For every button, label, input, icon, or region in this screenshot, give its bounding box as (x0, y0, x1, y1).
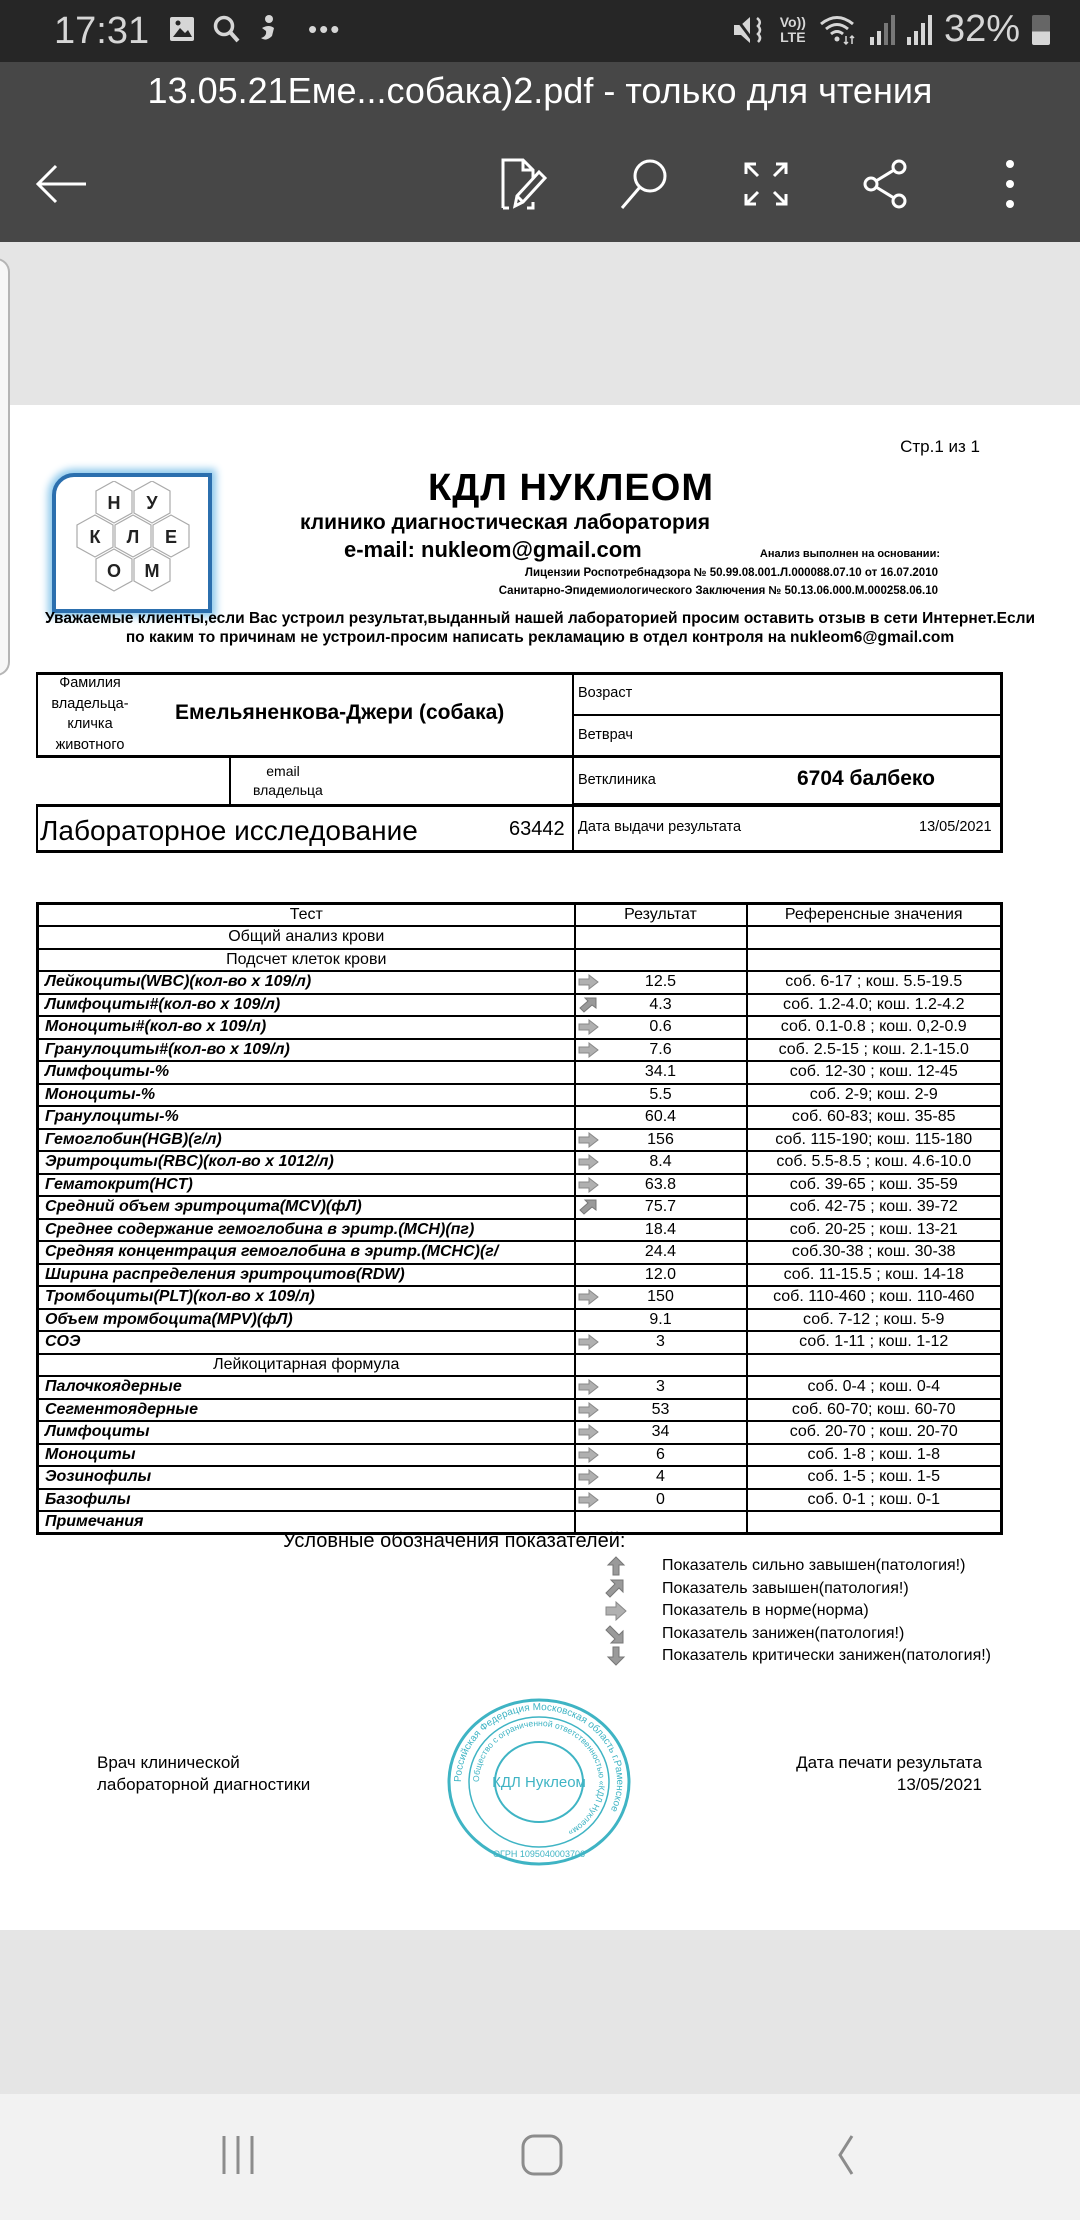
table-row (38, 1039, 1002, 1062)
study-label: Лабораторное исследование (40, 815, 418, 846)
arrow-up-right-icon (578, 1199, 600, 1215)
svg-text:Н: Н (107, 493, 121, 513)
result-cell (575, 1309, 747, 1332)
result-cell (575, 1421, 747, 1444)
status-bar (0, 0, 1080, 62)
section-title: Лейкоцитарная формула (38, 1354, 575, 1377)
legend-item: Показатель завышен(патология!) (604, 1578, 991, 1601)
legend-item: Показатель в норме(норма) (604, 1600, 991, 1623)
test-name: Гематокрит(HCT) (38, 1174, 575, 1197)
reference-range: соб. 1-11 ; кош. 1-12 (747, 1331, 1002, 1354)
reference-range: соб.30-38 ; кош. 30-38 (747, 1241, 1002, 1264)
recents-icon (218, 2134, 258, 2176)
test-name: Моноциты-% (38, 1084, 575, 1107)
reference-range: соб. 7-12 ; кош. 5-9 (747, 1309, 1002, 1332)
svg-text:КДЛ Нуклеом: КДЛ Нуклеом (492, 1774, 586, 1791)
test-name: Лейкоциты(WBC)(кол-во х 109/л) (38, 971, 575, 994)
test-name: Палочкоядерные (38, 1376, 575, 1399)
reference-range (747, 926, 1002, 949)
reference-range: соб. 11-15.5 ; кош. 14-18 (747, 1264, 1002, 1287)
legend-item: Показатель критически занижен(патология!) (604, 1645, 991, 1668)
result-value: 60.4 (644, 1108, 677, 1126)
arrow-right-icon (578, 1469, 600, 1485)
arrow-right-icon (578, 1492, 600, 1508)
home-icon (520, 2133, 564, 2177)
stamp-icon (445, 1697, 633, 1867)
test-name: Лимфоциты#(кол-во х 109/л) (38, 994, 575, 1017)
doctor-signature-label: Врач клинической лабораторной диагностики (97, 1753, 311, 1794)
gallery-icon (168, 14, 198, 44)
table-row (38, 1016, 1002, 1039)
clinic-label: Ветклиника (578, 772, 656, 788)
result-value: 150 (647, 1288, 674, 1306)
test-name: Примечания (38, 1511, 575, 1534)
reference-range: соб. 60-83; кош. 35-85 (747, 1106, 1002, 1129)
result-cell (575, 1286, 747, 1309)
legend-item: Показатель сильно завышен(патология!) (604, 1555, 991, 1578)
result-value: 4 (656, 1468, 665, 1486)
pdf-page (0, 405, 1080, 1930)
svg-text:Л: Л (126, 527, 140, 547)
test-name: Эритроциты(RBC)(кол-во х 1012/л) (38, 1151, 575, 1174)
issue-date-label: Дата выдачи результата (578, 819, 742, 835)
table-row (38, 1106, 1002, 1129)
battery-percent: 32% (943, 8, 1020, 50)
customer-notice: Уважаемые клиенты,если Вас устроил результат,выданный нашей лабораторией просим оставить отзыв в сети Интернет.Если по каким то причинам не устроил-просим написать рекламацию в отдел контроля на nukleom6@gmail.com (44, 610, 1036, 646)
fullscreen-icon (742, 160, 790, 208)
table-section-row (38, 1354, 1002, 1377)
table-row (38, 1466, 1002, 1489)
result-value: 18.4 (644, 1220, 677, 1238)
viewer-background-top (0, 242, 1080, 405)
section-title: Подсчет клеток крови (38, 949, 575, 972)
result-value: 12.5 (644, 973, 677, 991)
more-options-button[interactable] (980, 154, 1040, 214)
reference-range: соб. 5.5-8.5 ; кош. 4.6-10.0 (747, 1151, 1002, 1174)
more-notifications-icon: ••• (308, 14, 342, 44)
result-value: 6 (656, 1445, 665, 1463)
vet-cell (572, 714, 1003, 758)
print-date-label: Дата печати результата (796, 1753, 982, 1772)
lab-stamp (445, 1697, 633, 1872)
sanitary-line: Санитарно-Эпидемиологического Заключения № 50.13.06.000.М.000258.06.10 (498, 585, 938, 597)
result-value: 63.8 (644, 1175, 677, 1193)
arrow-down-icon (604, 1646, 628, 1666)
reference-range: соб. 20-25 ; кош. 13-21 (747, 1219, 1002, 1242)
arrow-right-icon (578, 1289, 600, 1305)
result-value: 3 (656, 1333, 665, 1351)
result-cell (575, 1219, 747, 1242)
result-cell (575, 1016, 747, 1039)
result-value: 5.5 (649, 1085, 672, 1103)
table-row (38, 1174, 1002, 1197)
table-row (38, 1376, 1002, 1399)
svg-text:ОГРН 1095040003706: ОГРН 1095040003706 (493, 1849, 585, 1859)
result-cell (575, 1444, 747, 1467)
result-value: 0.6 (649, 1018, 672, 1036)
divider (229, 758, 231, 806)
table-header-row (38, 904, 1002, 927)
result-cell (575, 1331, 747, 1354)
arrow-right-icon (578, 1042, 600, 1058)
result-cell (575, 971, 747, 994)
license-line: Лицензии Роспотребнадзора № 50.99.08.001.Л.000088.07.10 от 16.07.2010 (524, 567, 938, 579)
study-number: 63442 (509, 818, 565, 840)
result-cell (575, 1489, 747, 1512)
test-name: Моноциты#(кол-во х 109/л) (38, 1016, 575, 1039)
print-date-value: 13/05/2021 (896, 1775, 982, 1794)
result-value: 34.1 (644, 1063, 677, 1081)
reference-range: соб. 115-190; кош. 115-180 (747, 1129, 1002, 1152)
accessibility-icon (256, 14, 280, 44)
test-name: Ширина распределения эритроцитов(RDW) (38, 1264, 575, 1287)
arrow-right-icon (578, 1177, 600, 1193)
issue-date-value: 13/05/2021 (919, 819, 992, 835)
clinic-value: 6704 балбеко (797, 767, 935, 790)
table-row (38, 1241, 1002, 1264)
wifi-icon (818, 14, 858, 46)
test-name: Эозинофилы (38, 1466, 575, 1489)
back-nav-button[interactable] (815, 2130, 875, 2180)
arrow-up-icon (604, 1556, 628, 1576)
table-row (38, 1129, 1002, 1152)
age-label: Возраст (578, 685, 633, 701)
back-chevron-icon (830, 2133, 860, 2177)
arrow-right-icon (578, 1154, 600, 1170)
table-row (38, 1309, 1002, 1332)
reference-range: соб. 20-70 ; кош. 20-70 (747, 1421, 1002, 1444)
table-row (38, 1196, 1002, 1219)
home-button[interactable] (512, 2130, 572, 2180)
result-cell (575, 926, 747, 949)
share-icon (861, 158, 911, 210)
test-name: Лимфоциты (38, 1421, 575, 1444)
result-cell (575, 1354, 747, 1377)
lab-subtitle: клинико диагностическая лаборатория (300, 511, 710, 534)
svg-text:Е: Е (164, 527, 178, 547)
result-cell (575, 1241, 747, 1264)
test-name: Тромбоциты(PLT)(кол-во х 109/л) (38, 1286, 575, 1309)
arrow-right-icon (578, 1447, 600, 1463)
fast-scroll-handle[interactable] (0, 258, 10, 676)
table-row (38, 994, 1002, 1017)
result-cell (575, 1174, 747, 1197)
legend-title: Условные обозначения показателей: (283, 1530, 626, 1552)
arrow-right-icon (604, 1601, 628, 1621)
result-cell (575, 1466, 747, 1489)
signal-sim2-icon (907, 15, 932, 45)
lab-email: e-mail: nukleom@gmail.com (344, 537, 642, 562)
arrow-right-icon (578, 1402, 600, 1418)
email-label: email владельца (253, 763, 323, 798)
test-name: Объем тромбоцита(MPV)(фЛ) (38, 1309, 575, 1332)
legend-item: Показатель занижен(патология!) (604, 1623, 991, 1646)
legend (604, 1555, 1006, 1675)
print-date (796, 1752, 982, 1796)
table-row (38, 1264, 1002, 1287)
section-title: Общий анализ крови (38, 926, 575, 949)
result-value: 53 (651, 1400, 670, 1418)
reference-range: соб. 0.1-0.8 ; кош. 0,2-0.9 (747, 1016, 1002, 1039)
table-section-row (38, 949, 1002, 972)
reference-range: соб. 6-17 ; кош. 5.5-19.5 (747, 971, 1002, 994)
reference-range: соб. 39-65 ; кош. 35-59 (747, 1174, 1002, 1197)
result-value: 9.1 (649, 1310, 672, 1328)
svg-text:О: О (106, 561, 122, 581)
volte-icon: Vo)) LTE (779, 13, 806, 45)
table-row (38, 1061, 1002, 1084)
back-arrow-icon (36, 164, 88, 204)
result-cell (575, 1084, 747, 1107)
age-cell (572, 672, 1003, 716)
reference-range (747, 1511, 1002, 1534)
arrow-right-icon (578, 1424, 600, 1440)
result-value: 4.3 (649, 995, 672, 1013)
lab-name: КДЛ НУКЛЕОМ (428, 467, 714, 509)
basis-label: Анализ выполнен на основании: (759, 548, 940, 560)
result-value: 12.0 (644, 1265, 677, 1283)
edit-document-icon (499, 158, 549, 210)
reference-range (747, 949, 1002, 972)
search-button[interactable] (614, 154, 674, 214)
table-row (38, 1151, 1002, 1174)
reference-range: соб. 0-4 ; кош. 0-4 (747, 1376, 1002, 1399)
arrow-up-right-icon (604, 1579, 628, 1599)
table-row (38, 1444, 1002, 1467)
result-value: 156 (647, 1130, 674, 1148)
reference-range: соб. 2.5-15 ; кош. 2.1-15.0 (747, 1039, 1002, 1062)
result-cell (575, 1196, 747, 1219)
result-cell (575, 1039, 747, 1062)
table-section-row (38, 926, 1002, 949)
result-cell (575, 1399, 747, 1422)
reference-range: соб. 110-460 ; кош. 110-460 (747, 1286, 1002, 1309)
svg-text:Российская Федерация Московска: Российская Федерация Московская область г.Раменское (452, 1701, 626, 1814)
table-row (38, 1399, 1002, 1422)
test-name: СОЭ (38, 1331, 575, 1354)
reference-range: соб. 42-75 ; кош. 39-72 (747, 1196, 1002, 1219)
result-value: 8.4 (649, 1153, 672, 1171)
header-test: Тест (38, 904, 575, 927)
edit-button[interactable] (494, 154, 554, 214)
test-name: Средняя концентрация гемоглобина в эритр.(MCHC)(г/ (38, 1241, 575, 1264)
result-cell (575, 949, 747, 972)
test-name: Гранулоциты-% (38, 1106, 575, 1129)
svg-text:М: М (144, 561, 160, 581)
more-vert-icon (1000, 158, 1020, 210)
result-cell (575, 994, 747, 1017)
reference-range: соб. 1-5 ; кош. 1-5 (747, 1466, 1002, 1489)
reference-range: соб. 1-8 ; кош. 1-8 (747, 1444, 1002, 1467)
app-bar (0, 62, 1080, 242)
signal-sim1-icon (870, 15, 895, 45)
search-icon (618, 158, 670, 210)
result-cell (575, 1376, 747, 1399)
arrow-up-right-icon (578, 997, 600, 1013)
result-cell (575, 1264, 747, 1287)
test-name: Гемоглобин(HGB)(г/л) (38, 1129, 575, 1152)
arrow-down-right-icon (604, 1624, 628, 1644)
arrow-right-icon (578, 1334, 600, 1350)
reference-range (747, 1354, 1002, 1377)
mute-icon (732, 14, 768, 46)
svg-text:К: К (89, 527, 101, 547)
results-table (36, 902, 1003, 1535)
document-title: 13.05.21Еме...собака)2.pdf - только для чтения (147, 70, 933, 111)
back-button[interactable] (32, 154, 92, 214)
table-row (38, 1421, 1002, 1444)
share-button[interactable] (856, 154, 916, 214)
vet-label: Ветврач (578, 727, 633, 743)
viewer-background-bottom (0, 1930, 1080, 2094)
arrow-right-icon (578, 1379, 600, 1395)
table-row (38, 1331, 1002, 1354)
result-value: 75.7 (644, 1198, 677, 1216)
page-indicator: Стр.1 из 1 (900, 437, 980, 456)
test-name: Гранулоциты#(кол-во х 109/л) (38, 1039, 575, 1062)
result-value: 0 (656, 1490, 665, 1508)
reference-range: соб. 60-70; кош. 60-70 (747, 1399, 1002, 1422)
search-icon (212, 14, 242, 44)
header-reference: Референсные значения (747, 904, 1002, 927)
header-result: Результат (575, 904, 747, 927)
result-cell (575, 1151, 747, 1174)
battery-charging-icon (1032, 15, 1050, 45)
owner-value: Емельяненкова-Джери (собака) (175, 701, 505, 724)
test-name: Сегментоядерные (38, 1399, 575, 1422)
table-row (38, 971, 1002, 994)
svg-text:У: У (146, 493, 158, 513)
result-value: 24.4 (644, 1243, 677, 1261)
arrow-right-icon (578, 974, 600, 990)
table-row (38, 1286, 1002, 1309)
svg-text:Общество с ограниченной ответс: Общество с ограниченной ответственностью «КДЛ Нуклеом» (470, 1717, 608, 1839)
status-time: 17:31 (54, 10, 150, 52)
test-name: Среднее содержание гемоглобина в эритр.(MCH)(пг) (38, 1219, 575, 1242)
system-nav-bar (0, 2094, 1080, 2220)
result-value: 3 (656, 1378, 665, 1396)
result-cell (575, 1129, 747, 1152)
table-row (38, 1489, 1002, 1512)
test-name: Базофилы (38, 1489, 575, 1512)
reference-range: соб. 2-9; кош. 2-9 (747, 1084, 1002, 1107)
reference-range: соб. 12-30 ; кош. 12-45 (747, 1061, 1002, 1084)
arrow-right-icon (578, 1132, 600, 1148)
arrow-right-icon (578, 1019, 600, 1035)
table-row (38, 1084, 1002, 1107)
test-name: Лимфоциты-% (38, 1061, 575, 1084)
result-cell (575, 1061, 747, 1084)
test-name: Средний объем эритроцита(MCV)(фЛ) (38, 1196, 575, 1219)
result-cell (575, 1106, 747, 1129)
recents-button[interactable] (208, 2130, 268, 2180)
reference-range: соб. 0-1 ; кош. 0-1 (747, 1489, 1002, 1512)
result-value: 7.6 (649, 1040, 672, 1058)
test-name: Моноциты (38, 1444, 575, 1467)
reference-range: соб. 1.2-4.0; кош. 1.2-4.2 (747, 994, 1002, 1017)
fullscreen-button[interactable] (736, 154, 796, 214)
owner-label: Фамилия владельца- кличка животного (51, 675, 129, 753)
table-row (38, 1219, 1002, 1242)
result-value: 34 (651, 1423, 670, 1441)
